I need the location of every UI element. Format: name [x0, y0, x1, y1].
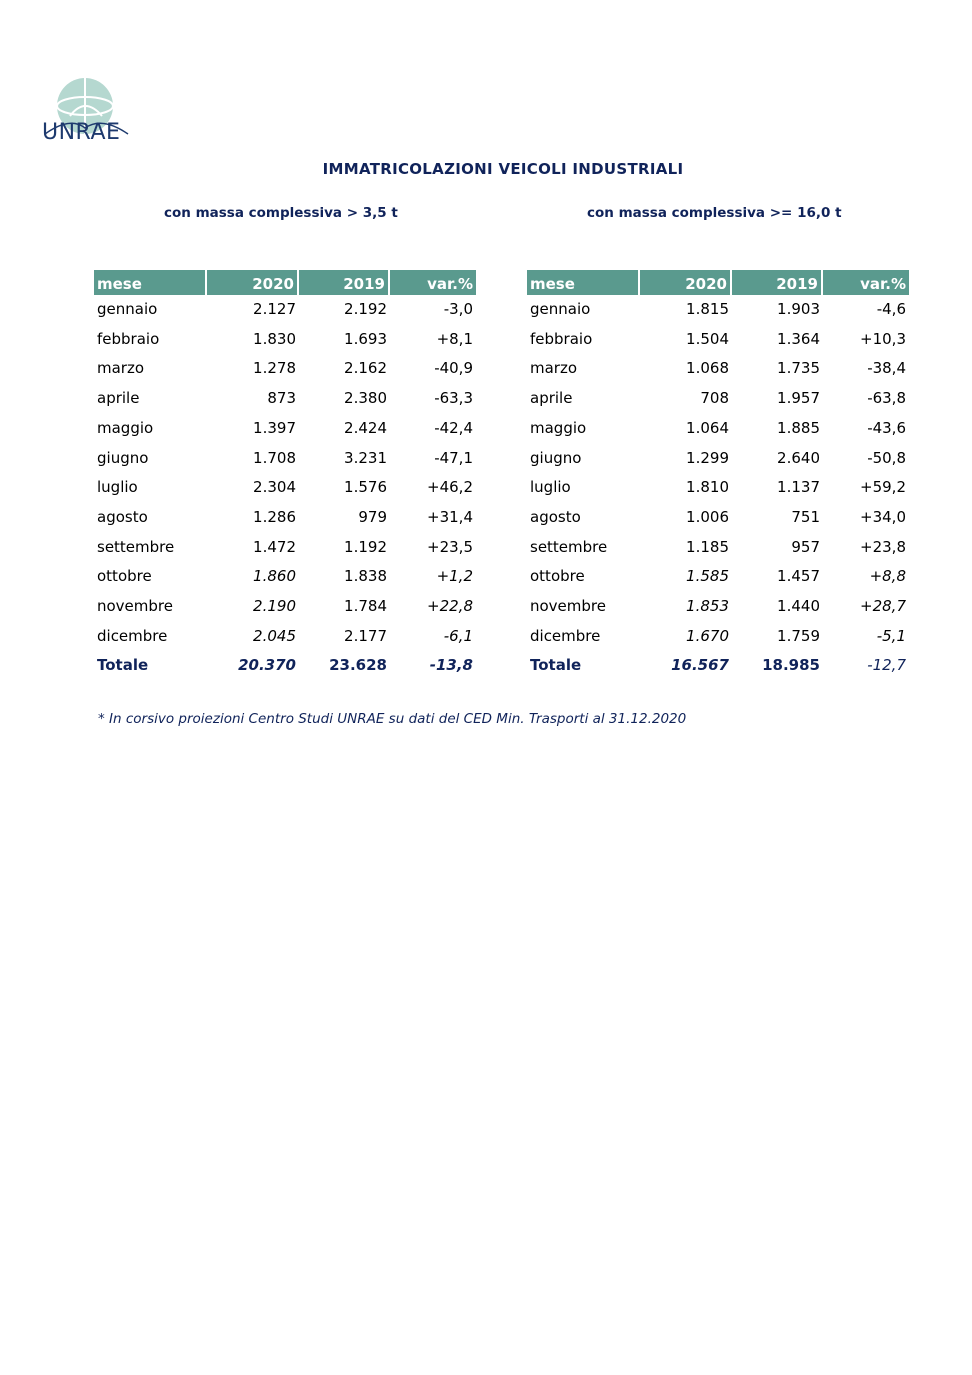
table-header-row	[94, 270, 476, 295]
cell-2019: 2.424	[344, 418, 387, 437]
cell-2019: 2.640	[777, 448, 820, 467]
cell-mese: novembre	[530, 597, 606, 616]
cell-2019: 1.903	[777, 300, 820, 318]
cell-mese: agosto	[97, 507, 148, 526]
col-header-2019: 2019	[732, 270, 823, 295]
table-row	[527, 503, 909, 533]
cell-2020: 2.127	[253, 300, 296, 318]
cell-var: -4,6	[876, 300, 906, 318]
cell-2019: 1.576	[344, 478, 387, 497]
cell-2020: 1.670	[686, 626, 729, 645]
cell-total-var: -12,7	[867, 656, 906, 675]
cell-mese: dicembre	[530, 626, 601, 645]
logo-wordmark: UNRAE	[42, 120, 121, 145]
cell-var: +8,8	[869, 567, 906, 586]
cell-2019: 1.693	[344, 329, 387, 348]
cell-2020: 873	[267, 389, 296, 408]
cell-var: +34,0	[860, 507, 906, 526]
right-table-subtitle: con massa complessiva >= 16,0 t	[587, 205, 842, 221]
cell-2019: 1.192	[344, 537, 387, 556]
page-title: IMMATRICOLAZIONI VEICOLI INDUSTRIALI	[322, 160, 684, 178]
cell-total-2019: 18.985	[762, 656, 820, 675]
table-row	[94, 622, 476, 652]
cell-var: -40,9	[434, 359, 473, 378]
cell-2020: 1.006	[686, 507, 729, 526]
table-row	[94, 592, 476, 622]
table-row	[527, 444, 909, 474]
col-header-2020: 2020	[207, 270, 299, 295]
cell-2019: 1.137	[777, 478, 820, 497]
cell-2019: 1.457	[777, 567, 820, 586]
table-row	[94, 444, 476, 474]
cell-2020: 1.504	[686, 329, 729, 348]
table-massa-3-5t	[94, 270, 476, 681]
cell-var: +46,2	[427, 478, 473, 497]
cell-2020: 1.068	[686, 359, 729, 378]
cell-mese: agosto	[530, 507, 581, 526]
cell-2019: 2.162	[344, 359, 387, 378]
cell-mese: ottobre	[97, 567, 152, 586]
table-row	[527, 562, 909, 592]
cell-2020: 1.286	[253, 507, 296, 526]
cell-mese: aprile	[97, 389, 140, 408]
cell-2019: 1.440	[777, 597, 820, 616]
cell-2020: 2.045	[253, 626, 296, 645]
cell-total-2020: 16.567	[671, 656, 729, 675]
table-total-row	[94, 651, 476, 681]
table-row	[527, 414, 909, 444]
cell-var: -38,4	[867, 359, 906, 378]
cell-var: -63,8	[867, 389, 906, 408]
table-row	[527, 473, 909, 503]
cell-var: -47,1	[434, 448, 473, 467]
cell-var: -3,0	[443, 300, 473, 318]
cell-var: +1,2	[436, 567, 473, 586]
cell-mese: luglio	[530, 478, 571, 497]
cell-2020: 1.278	[253, 359, 296, 378]
cell-2020: 1.810	[686, 478, 729, 497]
table-row	[527, 354, 909, 384]
cell-mese: ottobre	[530, 567, 585, 586]
table-row	[94, 295, 476, 325]
table-header-row	[527, 270, 909, 295]
cell-mese: marzo	[530, 359, 578, 378]
footnote: * In corsivo proiezioni Centro Studi UNRAE su dati del CED Min. Trasporti al 31.12.2020	[98, 711, 687, 727]
cell-total-2020: 20.370	[238, 656, 296, 675]
cell-mese: novembre	[97, 597, 173, 616]
cell-mese: febbraio	[97, 329, 160, 348]
cell-2020: 1.708	[253, 448, 296, 467]
cell-2020: 1.830	[253, 329, 296, 348]
col-header-mese: mese	[527, 270, 640, 295]
cell-2020: 708	[700, 389, 729, 408]
cell-mese: giugno	[97, 448, 149, 467]
cell-mese: gennaio	[530, 300, 591, 318]
table-row	[94, 562, 476, 592]
table-row	[94, 354, 476, 384]
cell-var: -50,8	[867, 448, 906, 467]
cell-2019: 2.380	[344, 389, 387, 408]
cell-var: -6,1	[443, 626, 473, 645]
cell-2019: 1.957	[777, 389, 820, 408]
table-row	[527, 533, 909, 563]
cell-mese: marzo	[97, 359, 145, 378]
table-row	[527, 592, 909, 622]
cell-total-2019: 23.628	[329, 656, 387, 675]
cell-mese: dicembre	[97, 626, 168, 645]
cell-mese: febbraio	[530, 329, 593, 348]
cell-2019: 1.838	[344, 567, 387, 586]
table-row	[94, 384, 476, 414]
cell-var: -43,6	[867, 418, 906, 437]
cell-2019: 751	[791, 507, 820, 526]
table-row	[94, 503, 476, 533]
cell-2020: 1.185	[686, 537, 729, 556]
left-table-subtitle: con massa complessiva > 3,5 t	[164, 205, 398, 221]
cell-2020: 1.472	[253, 537, 296, 556]
cell-var: -42,4	[434, 418, 473, 437]
cell-2019: 2.192	[344, 300, 387, 318]
cell-var: -63,3	[434, 389, 473, 408]
unrae-logo	[40, 76, 135, 148]
col-header-mese: mese	[94, 270, 207, 295]
cell-var: +8,1	[436, 329, 473, 348]
cell-mese: settembre	[530, 537, 608, 556]
col-header-var: var.%	[823, 270, 909, 295]
table-row	[527, 325, 909, 355]
table-row	[94, 414, 476, 444]
cell-2020: 1.064	[686, 418, 729, 437]
cell-mese: aprile	[530, 389, 573, 408]
table-row	[527, 295, 909, 325]
table-row	[94, 533, 476, 563]
cell-mese: gennaio	[97, 300, 158, 318]
cell-total-label: Totale	[97, 656, 149, 675]
cell-2019: 1.364	[777, 329, 820, 348]
cell-2020: 1.860	[253, 567, 296, 586]
cell-mese: giugno	[530, 448, 582, 467]
cell-2020: 1.815	[686, 300, 729, 318]
cell-mese: maggio	[530, 418, 587, 437]
cell-2020: 1.299	[686, 448, 729, 467]
table-total-row	[527, 651, 909, 681]
table-row	[527, 622, 909, 652]
cell-total-label: Totale	[530, 656, 582, 675]
cell-2019: 3.231	[344, 448, 387, 467]
cell-mese: settembre	[97, 537, 175, 556]
cell-2019: 957	[791, 537, 820, 556]
cell-var: -5,1	[876, 626, 906, 645]
cell-2020: 1.397	[253, 418, 296, 437]
cell-2019: 979	[358, 507, 387, 526]
cell-2020: 2.304	[253, 478, 296, 497]
cell-var: +23,8	[860, 537, 906, 556]
cell-2020: 1.585	[686, 567, 729, 586]
cell-2019: 1.759	[777, 626, 820, 645]
cell-2020: 1.853	[686, 597, 729, 616]
col-header-var: var.%	[390, 270, 476, 295]
col-header-2020: 2020	[640, 270, 732, 295]
cell-var: +22,8	[427, 597, 473, 616]
cell-var: +10,3	[860, 329, 906, 348]
cell-var: +31,4	[427, 507, 473, 526]
table-massa-16t	[527, 270, 909, 681]
table-row	[94, 325, 476, 355]
table-row	[527, 384, 909, 414]
cell-2019: 1.885	[777, 418, 820, 437]
cell-mese: maggio	[97, 418, 154, 437]
cell-2019: 1.784	[344, 597, 387, 616]
cell-var: +28,7	[860, 597, 906, 616]
cell-var: +59,2	[860, 478, 906, 497]
cell-mese: luglio	[97, 478, 138, 497]
cell-2019: 1.735	[777, 359, 820, 378]
cell-var: +23,5	[427, 537, 473, 556]
cell-2020: 2.190	[253, 597, 296, 616]
cell-total-var: -13,8	[429, 656, 473, 675]
table-row	[94, 473, 476, 503]
cell-2019: 2.177	[344, 626, 387, 645]
col-header-2019: 2019	[299, 270, 390, 295]
